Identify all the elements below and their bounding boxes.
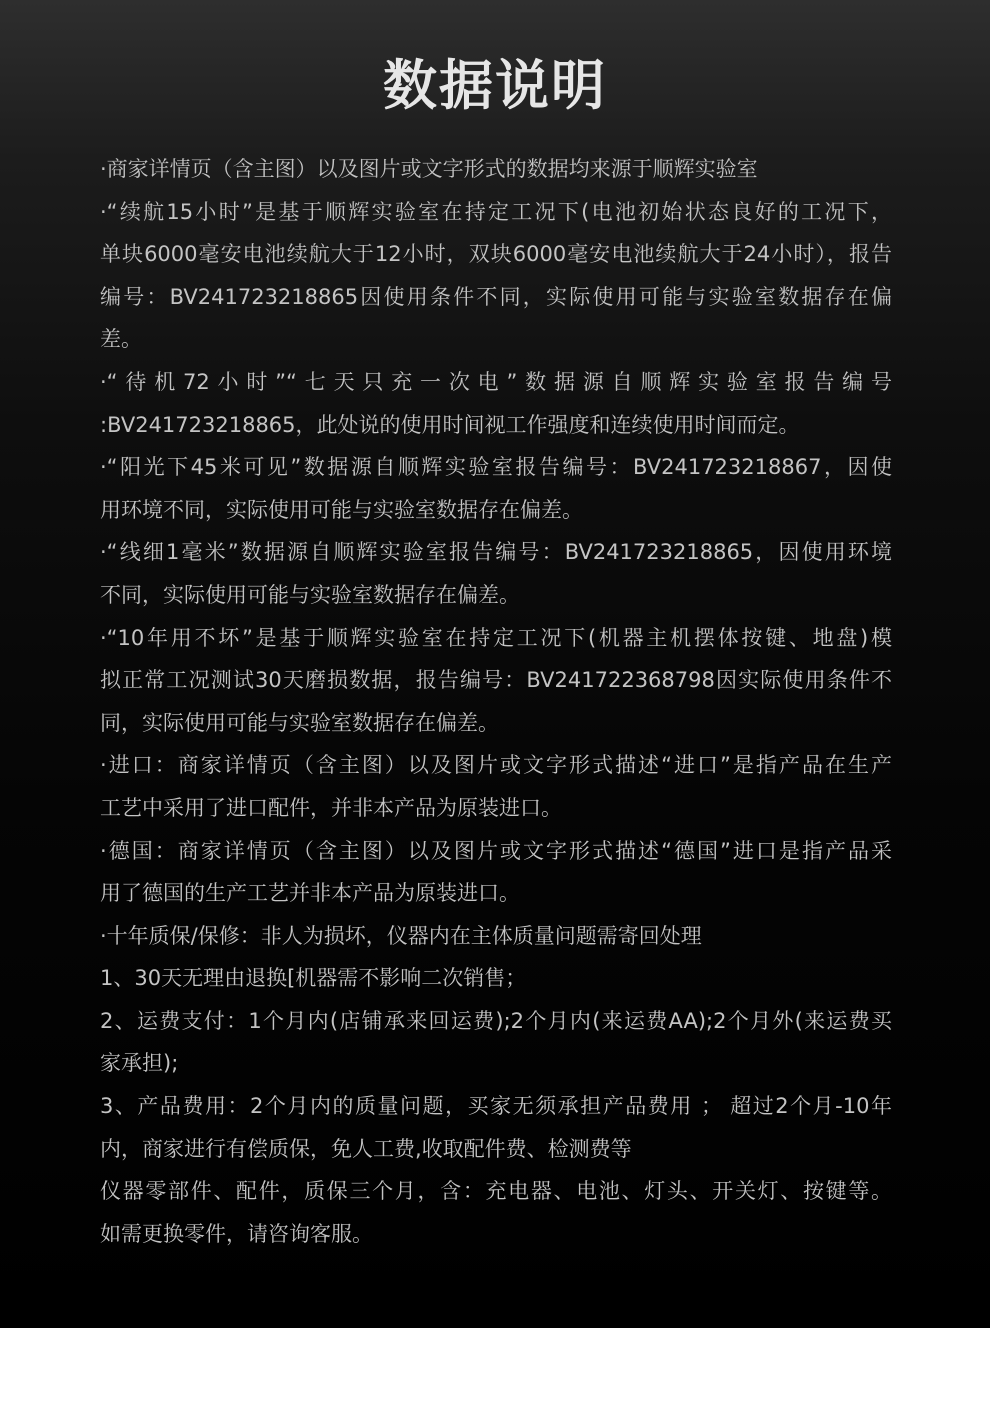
statement-text-block [100, 148, 892, 1255]
statement-line: 编号：BV241723218865因使用条件不同，实际使用可能与实验室数据存在偏 [100, 284, 892, 309]
statement-line: ·“10年用不坏”是基于顺辉实验室在持定工况下(机器主机摆体按键、地盘)模 [100, 625, 892, 650]
statement-line: 如需更换零件，请咨询客服。 [100, 1221, 373, 1246]
statement-line: 工艺中采用了进口配件，并非本产品为原装进口。 [100, 795, 562, 820]
statement-line: 单块6000毫安电池续航大于12小时，双块6000毫安电池续航大于24小时），报告 [100, 242, 892, 267]
statement-line: ·德国：商家详情页（含主图）以及图片或文字形式描述“德国”进口是指产品采 [100, 838, 892, 863]
statement-line: ·十年质保/保修：非人为损坏，仪器内在主体质量问题需寄回处理 [100, 923, 702, 948]
statement-line: 2、运费支付：1个月内(店铺承来回运费);2个月内(来运费AA);2个月外(来运费买 [100, 1008, 892, 1033]
statement-line: ·进口：商家详情页（含主图）以及图片或文字形式描述“进口”是指产品在生产 [100, 753, 892, 778]
page-title: 数据说明 [383, 54, 607, 117]
statement-line: 3、产品费用：2个月内的质量问题，买家无须承担产品费用 ； 超过2个月-10年 [100, 1094, 892, 1119]
statement-line: 拟正常工况测试30天磨损数据，报告编号：BV241722368798因实际使用条件不 [100, 668, 892, 693]
statement-line: 同，实际使用可能与实验室数据存在偏差。 [100, 710, 499, 735]
statement-line: 用了德国的生产工艺并非本产品为原装进口。 [100, 881, 520, 906]
statement-line: ·“续航15小时”是基于顺辉实验室在持定工况下(电池初始状态良好的工况下， [100, 199, 892, 224]
statement-line: 仪器零部件、配件，质保三个月，含：充电器、电池、灯头、开关灯、按键等。 [100, 1179, 892, 1204]
statement-line: 家承担); [100, 1051, 179, 1076]
statement-line: ·商家详情页（含主图）以及图片或文字形式的数据均来源于顺辉实验室 [100, 157, 758, 181]
statement-line: 用环境不同，实际使用可能与实验室数据存在偏差。 [100, 497, 583, 522]
statement-line: ·“待机72小时”“七天只充一次电”数据源自顺辉实验室报告编号 [100, 369, 892, 394]
statement-line: 内，商家进行有偿质保，免人工费,收取配件费、检测费等 [100, 1136, 632, 1161]
statement-line: :BV241723218865，此处说的使用时间视工作强度和连续使用时间而定。 [100, 412, 800, 437]
statement-line: ·“阳光下45米可见”数据源自顺辉实验室报告编号：BV241723218867，因使 [100, 455, 892, 480]
statement-line: 不同，实际使用可能与实验室数据存在偏差。 [100, 582, 520, 607]
statement-line: 1、30天无理由退换[机器需不影响二次销售； [100, 966, 527, 991]
statement-line: ·“线细1毫米”数据源自顺辉实验室报告编号：BV241723218865，因使用环境 [100, 540, 892, 565]
statement-line: 差。 [100, 327, 142, 352]
